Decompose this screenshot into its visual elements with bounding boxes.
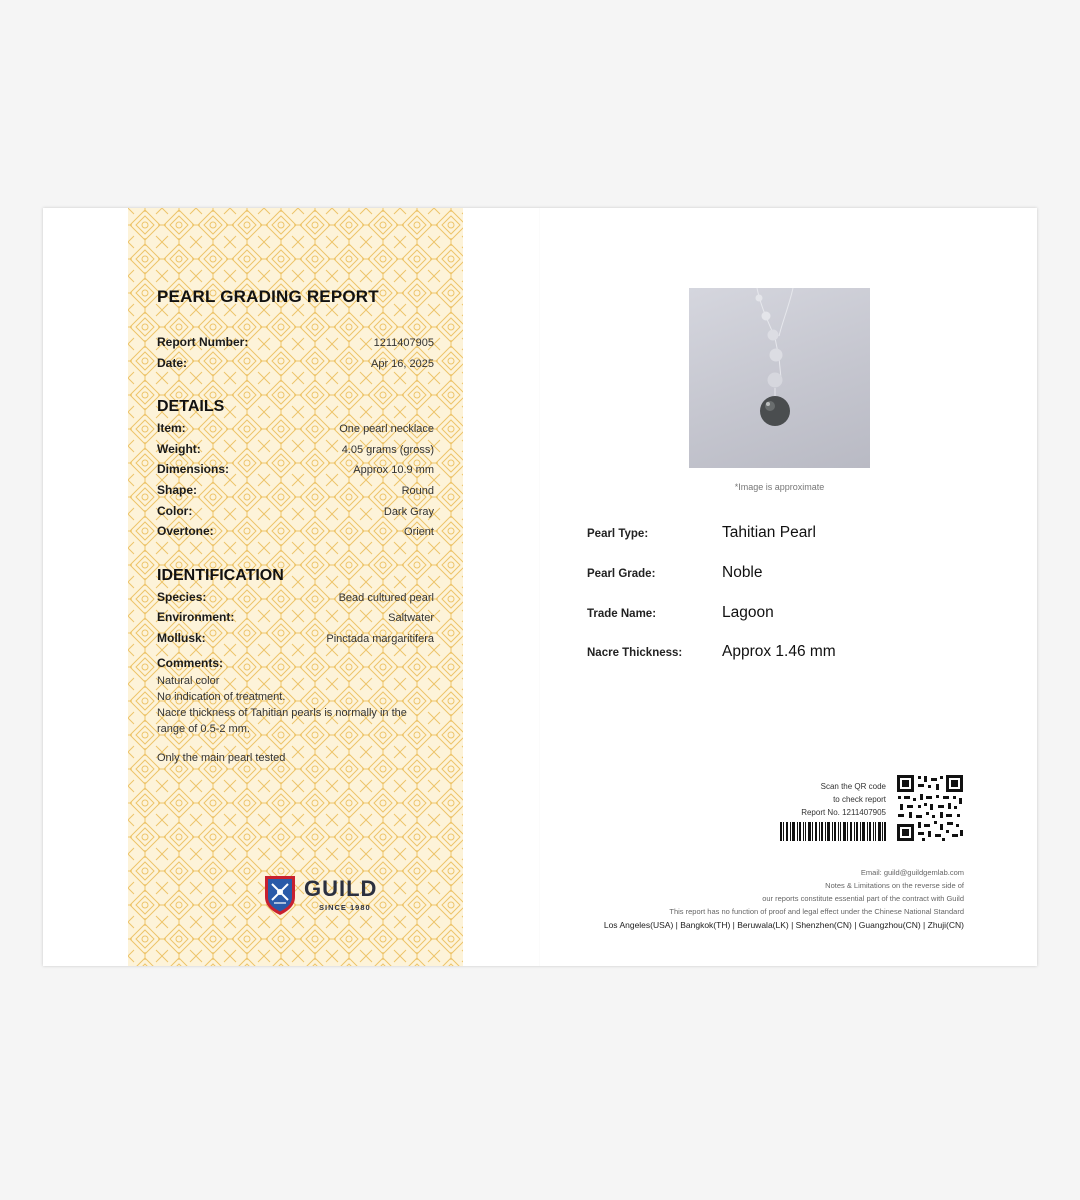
logo-since: SINCE 1980 (319, 903, 371, 912)
page-fold (539, 208, 540, 966)
certificate-strip (128, 208, 463, 966)
identification-row (157, 590, 434, 608)
detail-value: Orient (404, 526, 434, 538)
detail-label: Shape: (157, 483, 198, 497)
guild-logo (262, 873, 392, 919)
qr-report-number: Report No. 1211407905 (801, 808, 886, 817)
detail-value: Approx 10.9 mm (353, 464, 434, 476)
date-row (157, 356, 434, 374)
detail-label: Item: (157, 421, 186, 435)
comment-line: Nacre thickness of Tahitian pearls is normally in the (157, 707, 407, 719)
detail-row (157, 524, 434, 542)
qr-instruction: Scan the QR code (820, 782, 886, 791)
identification-heading: IDENTIFICATION (157, 567, 284, 584)
comments-label: Comments: (157, 656, 224, 670)
property-label: Trade Name: (587, 608, 657, 620)
detail-row (157, 442, 434, 460)
identification-label: Mollusk: (157, 631, 206, 645)
property-value: Tahitian Pearl (722, 524, 816, 541)
guilloche-pattern (128, 208, 463, 966)
report-number-label: Report Number: (157, 335, 249, 349)
detail-value: 4.05 grams (gross) (341, 444, 434, 456)
report-number-value: 1211407905 (373, 337, 434, 349)
footer-disclaimer: This report has no function of proof and legal effect under the Chinese National Standard (669, 907, 964, 916)
detail-row (157, 462, 434, 480)
contact-email: Email: guild@guildgemlab.com (860, 868, 964, 877)
detail-value: Dark Gray (383, 506, 434, 518)
report-title: PEARL GRADING REPORT (157, 287, 379, 306)
identification-row (157, 610, 434, 628)
necklace-illustration (689, 288, 870, 468)
property-label: Pearl Type: (587, 528, 649, 540)
report-number-row (157, 335, 434, 353)
qr-code-icon (896, 774, 964, 842)
detail-label: Overtone: (157, 524, 214, 538)
shield-icon (262, 873, 298, 917)
identification-label: Species: (157, 590, 207, 604)
report-sheet (43, 208, 1037, 966)
property-value: Noble (722, 564, 763, 581)
logo-name: GUILD (304, 876, 378, 901)
detail-row (157, 421, 434, 439)
property-label: Pearl Grade: (587, 568, 656, 580)
footer-note: Notes & Limitations on the reverse side of (825, 881, 964, 890)
office-locations: Los Angeles(USA) | Bangkok(TH) | Beruwala(LK) | Shenzhen(CN) | Guangzhou(CN) | Zhuji(CN) (603, 920, 964, 930)
pearl-necklace-image (689, 288, 870, 468)
date-label: Date: (157, 356, 188, 370)
property-value: Approx 1.46 mm (722, 643, 836, 660)
property-value: Lagoon (722, 604, 774, 621)
barcode-icon (780, 822, 886, 841)
detail-label: Dimensions: (157, 462, 230, 476)
detail-row (157, 483, 434, 501)
identification-row (157, 631, 434, 649)
footer-note: our reports constitute essential part of the contract with Guild (762, 894, 964, 903)
identification-value: Saltwater (388, 612, 434, 624)
image-caption: *Image is approximate (734, 482, 825, 492)
comment-line: Only the main pearl tested (157, 752, 286, 764)
details-heading: DETAILS (157, 398, 225, 415)
detail-value: One pearl necklace (339, 423, 434, 435)
comment-line: No indication of treatment. (157, 691, 286, 703)
qr-instruction: to check report (833, 795, 886, 804)
identification-value: Bead cultured pearl (338, 592, 434, 604)
detail-label: Color: (157, 504, 193, 518)
identification-value: Pinctada margaritifera (326, 633, 434, 645)
property-label: Nacre Thickness: (587, 647, 683, 659)
identification-label: Environment: (157, 610, 235, 624)
date-value: Apr 16, 2025 (371, 358, 434, 370)
detail-label: Weight: (157, 442, 201, 456)
detail-row (157, 504, 434, 522)
comment-line: range of 0.5-2 mm. (157, 723, 250, 735)
comment-line: Natural color (157, 675, 220, 687)
detail-value: Round (401, 485, 434, 497)
